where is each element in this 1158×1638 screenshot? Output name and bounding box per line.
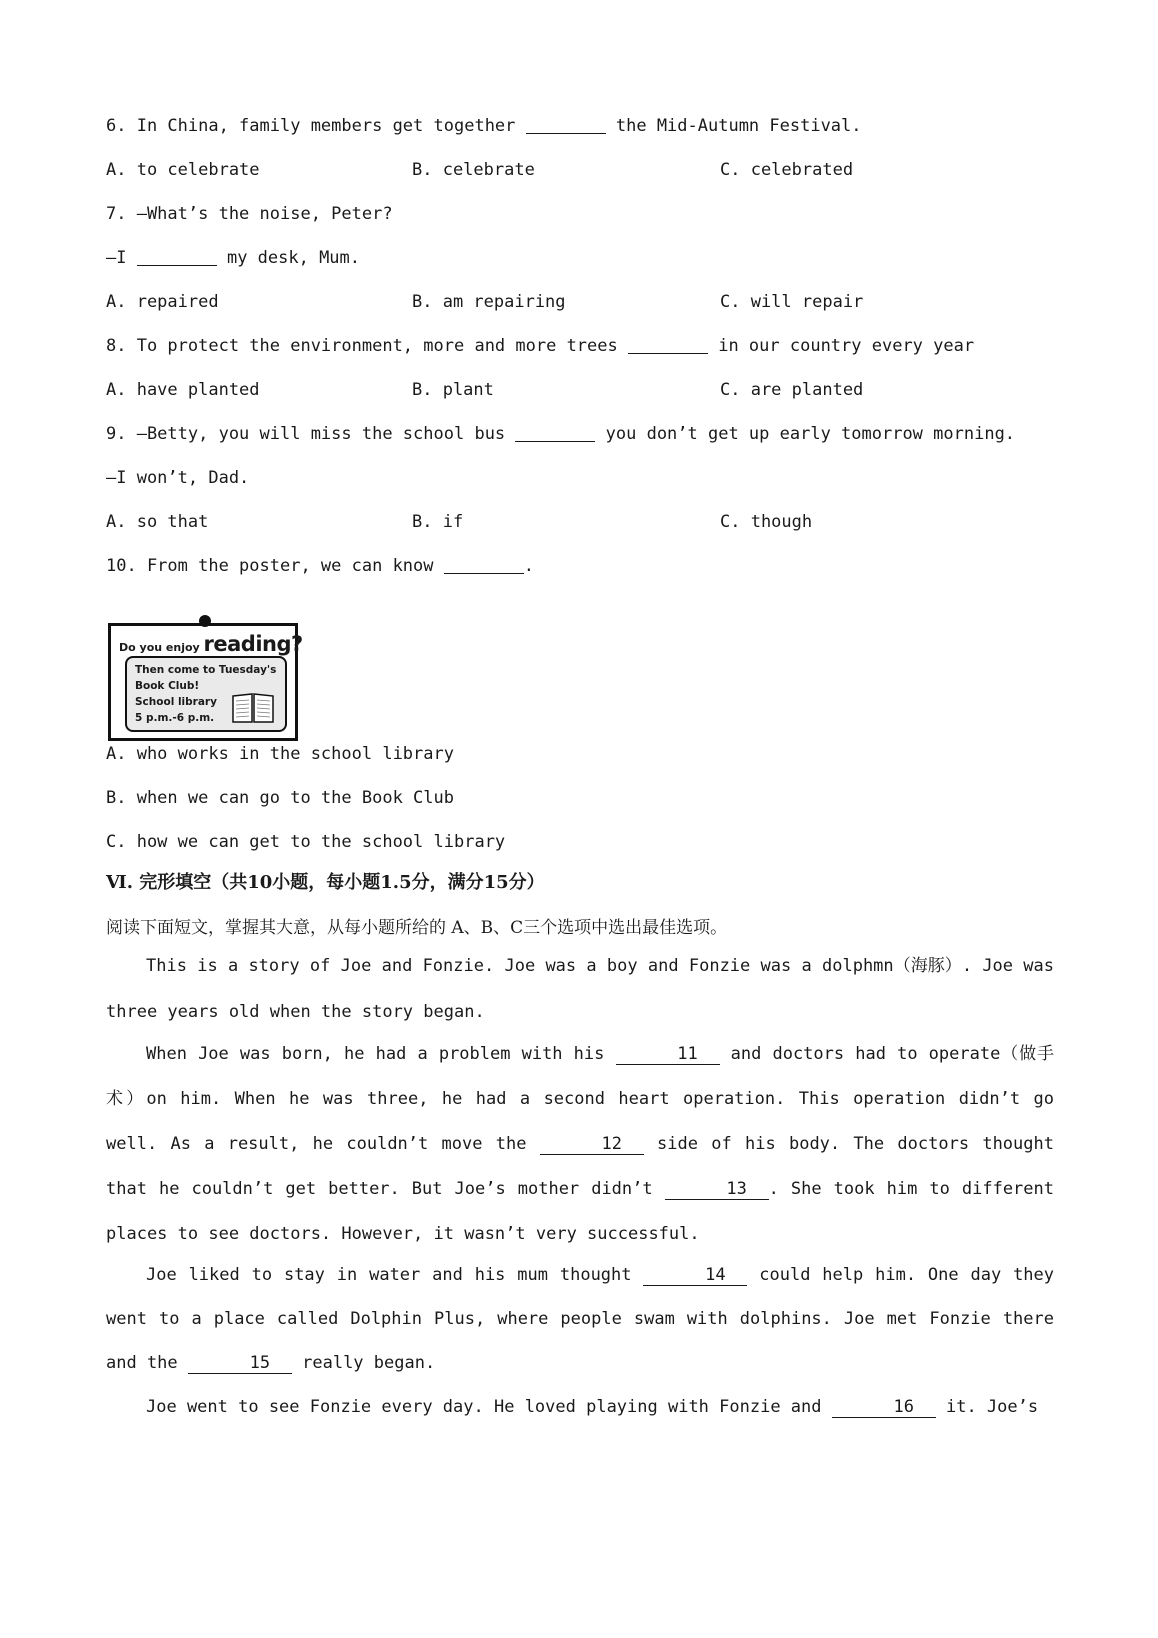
blank-16[interactable]: 16 [832,1399,936,1418]
q7-option-b[interactable]: B. am repairing [412,292,566,312]
pin-icon [199,615,211,627]
p4-part-2: it. Joe’s [935,1397,1039,1417]
blank-13[interactable]: 13 [665,1181,769,1200]
q6-answer-blank[interactable] [526,116,606,134]
p3-part-1: Joe liked to stay in water and his mum thought [146,1265,644,1285]
passage-paragraph-4 [106,1385,1054,1431]
paragraph-4-text [106,1385,1054,1431]
q8-answer-blank[interactable] [628,336,708,354]
q8-option-a[interactable]: A. have planted [106,380,260,400]
q10-stem-part-1: 10. From the poster, we can know [106,556,444,576]
question-9-reply: —I won’t, Dad. [106,468,250,488]
q10-stem-part-2: . [523,556,535,576]
poster-headline-small: Do you enjoy [119,641,204,654]
q7-option-a[interactable]: A. repaired [106,292,219,312]
p3-part-3: really began. [291,1353,436,1373]
passage-paragraph-1 [106,944,1054,1035]
paragraph-1-text: This is a story of Joe and Fonzie. Joe was a boy and Fonzie was a dolphmn（海豚）. Joe was three years old when the story began. [106,956,1054,1022]
blank-11[interactable]: 11 [616,1046,720,1065]
book-club-poster [108,623,303,741]
q8-option-c[interactable]: C. are planted [720,380,864,400]
q10-answer-blank[interactable] [444,556,524,574]
question-7-reply [106,248,360,268]
poster-headline [119,632,303,656]
question-6-stem [106,116,862,136]
question-8-stem [106,336,974,356]
q6-option-c[interactable]: C. celebrated [720,160,854,180]
question-10-stem [106,556,534,576]
p3-part-2: could help him. One day they went to a place called Dolphin Plus, where people swam with dolphins. Joe met Fonzie there and the [106,1265,1055,1373]
section-heading: Ⅵ. 完形填空（共10小题，每小题1.5分，满分15分） [106,872,545,893]
q6-option-b[interactable]: B. celebrate [412,160,535,180]
q9-answer-blank[interactable] [515,424,595,442]
q7-answer-blank[interactable] [137,248,217,266]
p2-part-4: . She took him to different places to see doctors. However, it wasn’t very successful. [106,1179,1054,1244]
blank-12[interactable]: 12 [540,1136,644,1155]
blank-15[interactable]: 15 [188,1355,292,1374]
poster-info-box [125,656,287,732]
q8-option-b[interactable]: B. plant [412,380,494,400]
q9-stem-part-2: you don’t get up early tomorrow morning. [595,424,1016,444]
q6-stem-part-2: the Mid-Autumn Festival. [605,116,862,136]
poster-line-4: 5 p.m.-6 p.m. [135,712,215,724]
p2-part-1: When Joe was born, he had a problem with his [146,1044,616,1064]
passage-paragraph-2 [106,1032,1054,1257]
paragraph-2-text [106,1032,1054,1257]
q6-stem-part-1: 6. In China, family members get together [106,116,526,136]
q8-stem-part-2: in our country every year [707,336,975,356]
section-instruction: 阅读下面短文，掌握其大意，从每小题所给的 A、B、C三个选项中选出最佳选项。 [106,918,728,938]
q9-stem-part-1: 9. —Betty, you will miss the school bus [106,424,516,444]
q10-option-a[interactable]: A. who works in the school library [106,744,454,764]
poster-headline-big: reading? [203,632,303,656]
q7-reply-part-1: —I [106,248,137,268]
q9-option-c[interactable]: C. though [720,512,813,532]
q9-option-b[interactable]: B. if [412,512,464,532]
open-book-icon [231,692,275,724]
q8-stem-part-1: 8. To protect the environment, more and more trees [106,336,628,356]
p2-part-3: side of his body. The doctors thought that he couldn’t get better. But Joe’s mother didn’t [106,1134,1054,1199]
q7-option-c[interactable]: C. will repair [720,292,864,312]
q10-option-b[interactable]: B. when we can go to the Book Club [106,788,454,808]
q7-reply-part-2: my desk, Mum. [216,248,361,268]
p2-part-2: and doctors had to operate（做手术）on him. When he was three, he had a second heart operation. This operation didn’t go well. As a result, he couldn’t move the [106,1044,1055,1154]
poster-line-1: Then come to Tuesday's [135,664,277,676]
passage-paragraph-3 [106,1253,1054,1385]
p4-part-1: Joe went to see Fonzie every day. He loved playing with Fonzie and [146,1397,832,1417]
q9-option-a[interactable]: A. so that [106,512,209,532]
poster-line-3: School library [135,696,217,708]
q6-option-a[interactable]: A. to celebrate [106,160,260,180]
paragraph-3-text [106,1253,1054,1385]
question-7-stem: 7. —What’s the noise, Peter? [106,204,393,224]
question-9-stem [106,424,1015,444]
blank-14[interactable]: 14 [643,1267,747,1286]
poster-line-2: Book Club! [135,680,200,692]
q10-option-c[interactable]: C. how we can get to the school library [106,832,506,852]
